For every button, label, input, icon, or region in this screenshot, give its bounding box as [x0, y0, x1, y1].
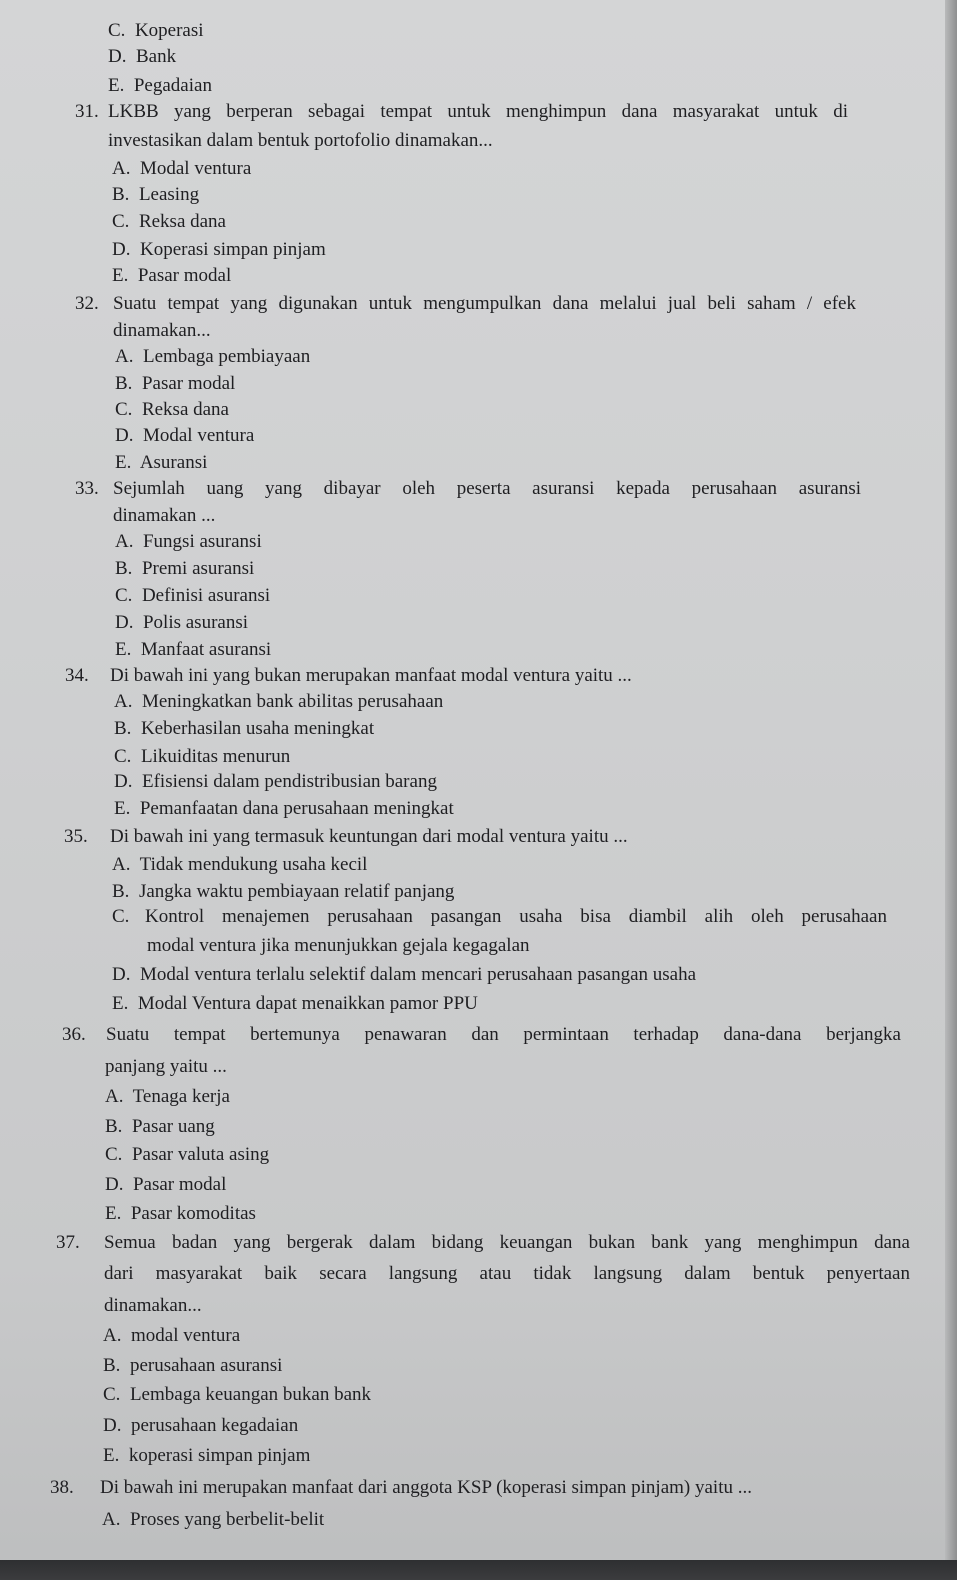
option-letter: A.: [112, 158, 131, 179]
option-letter: A.: [112, 854, 131, 875]
option-text: Premi asuransi: [141, 558, 255, 579]
option-letter: B.: [103, 1355, 121, 1376]
option-text: Pemanfaatan dana perusahaan meningkat: [139, 798, 454, 819]
option-letter: D.: [105, 1174, 124, 1195]
option-letter: C.: [114, 746, 132, 767]
question-number: 32.: [75, 293, 99, 314]
option-e: [105, 1203, 256, 1225]
option-text: Modal Ventura dapat menaikkan pamor PPU: [137, 993, 478, 1014]
option-letter: E.: [115, 639, 132, 660]
question-text: Di bawah ini yang bukan merupakan manfaat modal ventura yaitu ...: [110, 665, 632, 686]
option-text: Reksa dana: [138, 211, 226, 232]
option-letter: B.: [115, 558, 133, 579]
option-letter: C.: [115, 399, 133, 420]
table-surface: [0, 1560, 957, 1580]
option-d: [112, 239, 326, 261]
option-text: Keberhasilan usaha meningkat: [140, 718, 375, 739]
option-text: Pegadaian: [133, 75, 212, 96]
option-text: Lembaga keuangan bukan bank: [129, 1384, 372, 1405]
option-e: [115, 452, 207, 474]
option-text: Asuransi: [139, 452, 208, 473]
option-text: Modal ventura: [139, 158, 252, 179]
option-letter: C.: [103, 1384, 121, 1405]
option-letter: C.: [105, 1144, 123, 1165]
option-a: [114, 691, 443, 713]
option-text: perusahaan kegadaian: [130, 1415, 299, 1436]
option-d: [114, 771, 437, 793]
option-text: Pasar modal: [132, 1174, 227, 1195]
option-c-text-cont: modal ventura jika menunjukkan gejala kegagalan: [147, 935, 530, 956]
option-d: [108, 46, 176, 68]
question-text: Suatu tempat yang digunakan untuk mengumpulkan dana melalui jual beli saham / efek: [113, 293, 856, 314]
option-text: Polis asuransi: [142, 612, 249, 633]
option-text: Reksa dana: [141, 399, 229, 420]
option-text: Koperasi simpan pinjam: [139, 239, 326, 260]
option-letter: C.: [112, 211, 130, 232]
question-number: 31.: [75, 101, 99, 122]
question-text: Di bawah ini merupakan manfaat dari anggota KSP (koperasi simpan pinjam) yaitu ...: [100, 1477, 752, 1498]
option-b: [112, 184, 199, 206]
option-b: [115, 558, 254, 580]
question-number: 36.: [62, 1024, 86, 1045]
question-number: 34.: [65, 665, 89, 686]
question-text: Sejumlah uang yang dibayar oleh peserta asuransi kepada perusahaan asuransi: [113, 478, 861, 499]
option-letter: E.: [112, 993, 129, 1014]
option-c: [114, 746, 290, 768]
question-text: dinamakan...: [104, 1295, 202, 1316]
option-letter: E.: [112, 265, 129, 286]
option-text: Pasar modal: [141, 373, 236, 394]
option-d: [112, 964, 696, 986]
option-letter: E.: [103, 1445, 120, 1466]
option-a: [105, 1086, 230, 1108]
option-a: [112, 854, 367, 876]
option-e: [108, 75, 212, 97]
option-a: [115, 346, 310, 368]
option-e: [112, 265, 231, 287]
option-letter: E.: [115, 452, 132, 473]
option-text: Pasar uang: [131, 1116, 215, 1137]
option-letter: A.: [115, 531, 134, 552]
option-letter: A.: [102, 1509, 121, 1530]
option-letter: C.: [115, 585, 133, 606]
option-c: [112, 211, 226, 233]
question-number: 38.: [50, 1477, 74, 1498]
option-letter: D.: [112, 964, 131, 985]
option-letter: A.: [105, 1086, 124, 1107]
option-text: Pasar modal: [137, 265, 232, 286]
option-d: [115, 612, 248, 634]
option-text: Koperasi: [134, 20, 204, 41]
option-a: [112, 158, 251, 180]
option-letter: B.: [105, 1116, 123, 1137]
option-text: perusahaan asuransi: [129, 1355, 283, 1376]
question-text: dinamakan...: [113, 320, 211, 341]
option-d: [105, 1174, 226, 1196]
option-letter: A.: [114, 691, 133, 712]
option-text: Pasar valuta asing: [131, 1144, 270, 1165]
option-text: Leasing: [138, 184, 200, 205]
question-text: Semua badan yang bergerak dalam bidang keuangan bukan bank yang menghimpun dana: [104, 1232, 910, 1253]
option-a: [102, 1509, 324, 1531]
option-e: [103, 1445, 310, 1467]
option-text: Jangka waktu pembiayaan relatif panjang: [138, 881, 455, 902]
option-letter: E.: [114, 798, 131, 819]
option-d: [115, 425, 254, 447]
question-text: investasikan dalam bentuk portofolio dinamakan...: [108, 130, 493, 151]
option-letter: C.: [108, 20, 126, 41]
option-text: Bank: [135, 46, 177, 67]
option-letter: E.: [108, 75, 125, 96]
question-number: 37.: [56, 1232, 80, 1253]
option-text: Meningkatkan bank abilitas perusahaan: [141, 691, 444, 712]
option-b: [115, 373, 235, 395]
option-e: [114, 798, 454, 820]
option-e: [115, 639, 271, 661]
question-number: 35.: [64, 826, 88, 847]
option-text: Manfaat asuransi: [140, 639, 272, 660]
option-letter: B.: [115, 373, 133, 394]
option-text: Tidak mendukung usaha kecil: [139, 854, 368, 875]
option-c: [103, 1384, 371, 1406]
question-text: panjang yaitu ...: [105, 1056, 227, 1077]
option-letter: D.: [112, 239, 131, 260]
option-c-text: Kontrol menajemen perusahaan pasangan usaha bisa diambil alih oleh perusahaan: [145, 906, 887, 927]
option-letter: D.: [115, 612, 134, 633]
option-letter: B.: [114, 718, 132, 739]
question-text: dinamakan ...: [113, 505, 216, 526]
option-b: [103, 1355, 282, 1377]
option-letter: B.: [112, 881, 130, 902]
option-letter: D.: [114, 771, 133, 792]
option-text: Definisi asuransi: [141, 585, 271, 606]
option-a: [115, 531, 262, 553]
option-text: Tenaga kerja: [132, 1086, 230, 1107]
option-b: [114, 718, 374, 740]
option-b: [105, 1116, 215, 1138]
option-text: modal ventura: [130, 1325, 241, 1346]
option-b: [112, 881, 454, 903]
option-text: koperasi simpan pinjam: [128, 1445, 311, 1466]
option-letter: D.: [103, 1415, 122, 1436]
option-letter: A.: [115, 346, 134, 367]
option-text: Fungsi asuransi: [142, 531, 262, 552]
option-text: Likuiditas menurun: [140, 746, 291, 767]
option-letter: D.: [108, 46, 127, 67]
question-text: Di bawah ini yang termasuk keuntungan dari modal ventura yaitu ...: [110, 826, 628, 847]
option-d: [103, 1415, 298, 1437]
option-letter: E.: [105, 1203, 122, 1224]
question-text: LKBB yang berperan sebagai tempat untuk menghimpun dana masyarakat untuk di: [108, 101, 848, 122]
option-c: [108, 20, 204, 42]
option-text: Proses yang berbelit-belit: [129, 1509, 325, 1530]
question-number: 33.: [75, 478, 99, 499]
option-text: Pasar komoditas: [130, 1203, 256, 1224]
option-letter: D.: [115, 425, 134, 446]
paper-edge-shadow: [945, 0, 957, 1580]
option-text: Lembaga pembiayaan: [142, 346, 311, 367]
option-c: [105, 1144, 269, 1166]
option-text: Efisiensi dalam pendistribusian barang: [141, 771, 437, 792]
option-c-letter: C.: [112, 906, 130, 927]
option-letter: A.: [103, 1325, 122, 1346]
option-e: [112, 993, 478, 1015]
question-text: Suatu tempat bertemunya penawaran dan permintaan terhadap dana-dana berjangka: [106, 1024, 901, 1045]
option-letter: B.: [112, 184, 130, 205]
option-c: [115, 399, 229, 421]
option-a: [103, 1325, 240, 1347]
option-text: Modal ventura: [142, 425, 255, 446]
option-text: Modal ventura terlalu selektif dalam mencari perusahaan pasangan usaha: [139, 964, 697, 985]
option-c: [115, 585, 270, 607]
question-text: dari masyarakat baik secara langsung atau tidak langsung dalam bentuk penyertaan: [104, 1263, 910, 1284]
